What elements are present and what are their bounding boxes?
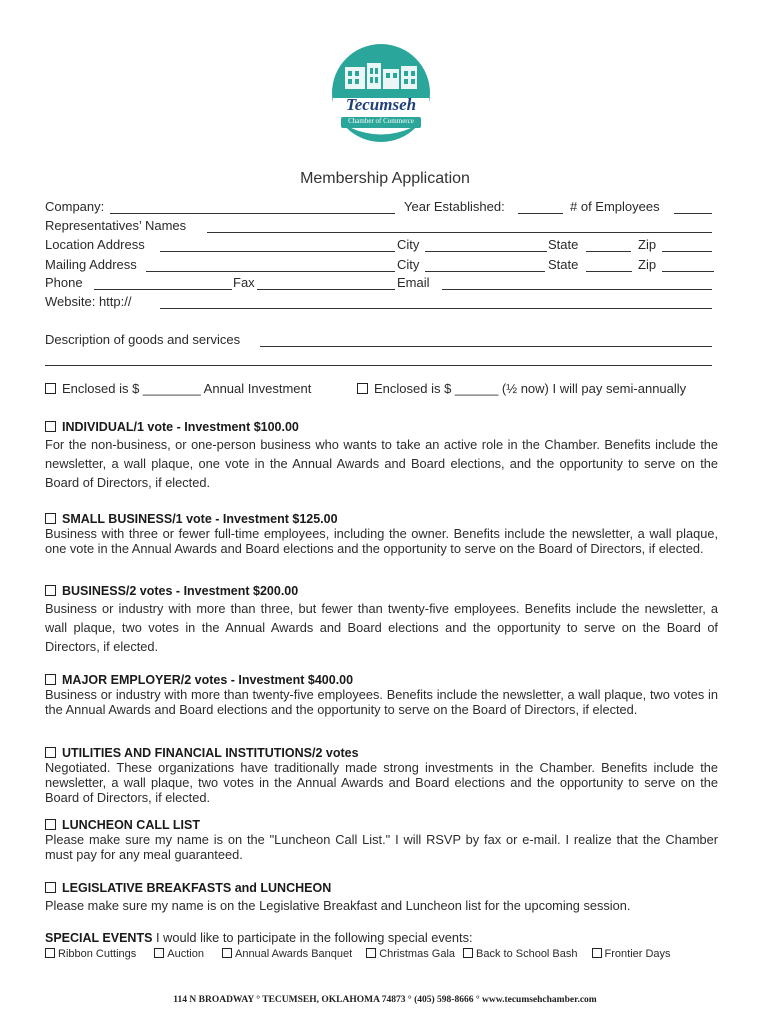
- checkbox[interactable]: [45, 819, 56, 830]
- checkbox[interactable]: [45, 513, 56, 524]
- section-small-business: SMALL BUSINESS/1 vote - Investment $125.00 Business with three or fewer full-time employees, including the owner. Benefits include the newsletter, a wall plaque, one vote in the Annual Awards and Board elections and the opportunity to serve on the Board of Directors, if elected.: [45, 512, 718, 556]
- special-event-item[interactable]: [154, 948, 204, 960]
- fax-label: Fax: [233, 275, 255, 290]
- section-text: Please make sure my name is on the Legislative Breakfast and Luncheon list for the upcoming session.: [45, 898, 631, 913]
- description-label: Description of goods and services: [45, 332, 241, 347]
- checkbox[interactable]: [45, 747, 56, 758]
- representatives-label: Representatives’ Names: [45, 218, 187, 233]
- special-event-item[interactable]: [592, 948, 671, 960]
- checkbox[interactable]: [45, 948, 55, 958]
- description-field[interactable]: [260, 346, 712, 347]
- special-event-item[interactable]: [45, 948, 136, 960]
- checkbox[interactable]: [45, 585, 56, 596]
- section-business: BUSINESS/2 votes - Investment $200.00 Business or industry with more than three, but fewer than twenty-five employees. Benefits include the newsletter, a wall plaque, two votes in the Annual Awards and Board elections and the opportunity to serve on the Board of Directors, if elected.: [45, 584, 718, 654]
- logo-name: Tecumseh: [345, 95, 417, 114]
- section-text: Negotiated. These organizations have traditionally made strong investments in the Chamber. Benefits include the newsletter, a wall plaque, two votes in the Annual Awards and Board elections and the opportunity to serve on the Board of Directors, if elected.: [45, 760, 718, 805]
- mailing-address-field[interactable]: [146, 271, 395, 272]
- special-event-label: Auction: [167, 948, 204, 960]
- mailing-zip-label: Zip: [638, 257, 657, 272]
- special-event-label: Christmas Gala: [379, 948, 455, 960]
- special-event-label: Frontier Days: [604, 948, 671, 960]
- employees-field[interactable]: [674, 213, 712, 214]
- location-zip-label: Zip: [638, 237, 657, 252]
- special-events-intro: I would like to participate in the following special events:: [156, 930, 473, 945]
- special-event-label: Annual Awards Banquet: [234, 948, 353, 960]
- special-events: [45, 930, 725, 960]
- email-label: Email: [397, 275, 430, 290]
- representatives-field[interactable]: [207, 232, 712, 233]
- logo: [331, 43, 431, 143]
- payment-option-semiannual[interactable]: Enclosed is $ ______ (½ now) I will pay semi-annually: [357, 381, 686, 396]
- checkbox[interactable]: [45, 383, 56, 394]
- logo-subtitle: Chamber of Commerce: [348, 117, 414, 125]
- mailing-address-label: Mailing Address: [45, 257, 137, 272]
- checkbox[interactable]: [154, 948, 164, 958]
- employees-label: # of Employees: [570, 199, 660, 214]
- section-major-employer: MAJOR EMPLOYER/2 votes - Investment $400.00 Business or industry with more than twenty-five employees. Benefits include the newsletter, a wall plaque, two votes in the Annual Awards and Board elections and the opportunity to serve on the Board of Directors, if elected.: [45, 673, 718, 717]
- checkbox[interactable]: [463, 948, 473, 958]
- checkbox[interactable]: [45, 421, 56, 432]
- year-established-field[interactable]: [518, 213, 563, 214]
- website-field[interactable]: [160, 308, 712, 309]
- mailing-state-label: State: [548, 257, 579, 272]
- checkbox[interactable]: [592, 948, 602, 958]
- special-event-item[interactable]: [222, 948, 352, 960]
- section-text: Please make sure my name is on the "Luncheon Call List." I will RSVP by fax or e-mail. I realize that the Chamber must pay for any meal guaranteed.: [45, 832, 718, 862]
- website-label: Website: http://: [45, 294, 132, 309]
- payment-option-annual[interactable]: Enclosed is $ ________ Annual Investment: [45, 381, 311, 396]
- section-legislative: LEGISLATIVE BREAKFASTS and LUNCHEON Please make sure my name is on the Legislative Breakfast and Luncheon list for the upcoming session.: [45, 881, 718, 915]
- section-individual: INDIVIDUAL/1 vote - Investment $100.00 For the non-business, or one-person business who wants to take an active role in the Chamber. Benefits include the newsletter, a wall plaque, one vote in the Annual Awards and Board elections, and the opportunity to serve on the Board of Directors, if elected.: [45, 420, 718, 490]
- location-city-field[interactable]: [425, 251, 547, 252]
- location-city-label: City: [397, 237, 420, 252]
- section-text: For the non-business, or one-person business who wants to take an active role in the Chamber. Benefits include the newsletter, a wall plaque, one vote in the Annual Awards and Board elections, and the opportunity to serve on the Board of Directors, if elected.: [45, 437, 718, 490]
- special-event-label: Back to School Bash: [476, 948, 578, 960]
- phone-label: Phone: [45, 275, 83, 290]
- year-established-label: Year Established:: [404, 199, 505, 214]
- mailing-city-label: City: [397, 257, 420, 272]
- special-event-item[interactable]: [463, 948, 578, 960]
- section-utilities: UTILITIES AND FINANCIAL INSTITUTIONS/2 votes Negotiated. These organizations have traditionally made strong investments in the Chamber. Benefits include the newsletter, a wall plaque, two votes in the Annual Awards and Board elections and the opportunity to serve on the Board of Directors, if elected.: [45, 746, 718, 805]
- checkbox[interactable]: [366, 948, 376, 958]
- fax-field[interactable]: [257, 289, 395, 290]
- special-event-item[interactable]: [366, 948, 455, 960]
- special-events-list: [45, 948, 725, 960]
- phone-field[interactable]: [94, 289, 232, 290]
- checkbox[interactable]: [357, 383, 368, 394]
- section-luncheon-call-list: LUNCHEON CALL LIST Please make sure my name is on the "Luncheon Call List." I will RSVP by fax or e-mail. I realize that the Chamber must pay for any meal guaranteed.: [45, 818, 718, 862]
- checkbox[interactable]: [45, 882, 56, 893]
- checkbox[interactable]: [45, 674, 56, 685]
- location-state-field[interactable]: [586, 251, 631, 252]
- section-text: Business with three or fewer full-time employees, including the owner. Benefits include the newsletter, a wall plaque, one vote in the Annual Awards and Board elections and the opportunity to serve on the Board of Directors, if elected.: [45, 526, 718, 556]
- company-label: Company:: [45, 199, 105, 214]
- section-text: Business or industry with more than three, but fewer than twenty-five employees. Benefits include the newsletter, a wall plaque, two votes in the Annual Awards and Board elections and the opportunity to serve on the Board of Directors, if elected.: [45, 601, 718, 654]
- location-address-field[interactable]: [160, 251, 395, 252]
- page-title: Membership Application: [300, 170, 470, 187]
- email-field[interactable]: [442, 289, 712, 290]
- location-state-label: State: [548, 237, 579, 252]
- company-field[interactable]: [110, 213, 395, 214]
- section-text: Business or industry with more than twenty-five employees. Benefits include the newsletter, a wall plaque, two votes in the Annual Awards and Board elections and the opportunity to serve on the Board of Directors, if elected.: [45, 687, 718, 717]
- special-events-label: SPECIAL EVENTS: [45, 931, 153, 945]
- mailing-state-field[interactable]: [586, 271, 632, 272]
- mailing-zip-field[interactable]: [662, 271, 714, 272]
- location-address-label: Location Address: [45, 237, 145, 252]
- special-event-label: Ribbon Cuttings: [58, 948, 137, 960]
- footer-address: 114 N BROADWAY ° TECUMSEH, OKLAHOMA 74873 ° (405) 598-8666 ° www.tecumsehchamber.com: [173, 995, 597, 1005]
- location-zip-field[interactable]: [662, 251, 712, 252]
- mailing-city-field[interactable]: [425, 271, 545, 272]
- description-field-2[interactable]: [45, 365, 712, 366]
- checkbox[interactable]: [222, 948, 232, 958]
